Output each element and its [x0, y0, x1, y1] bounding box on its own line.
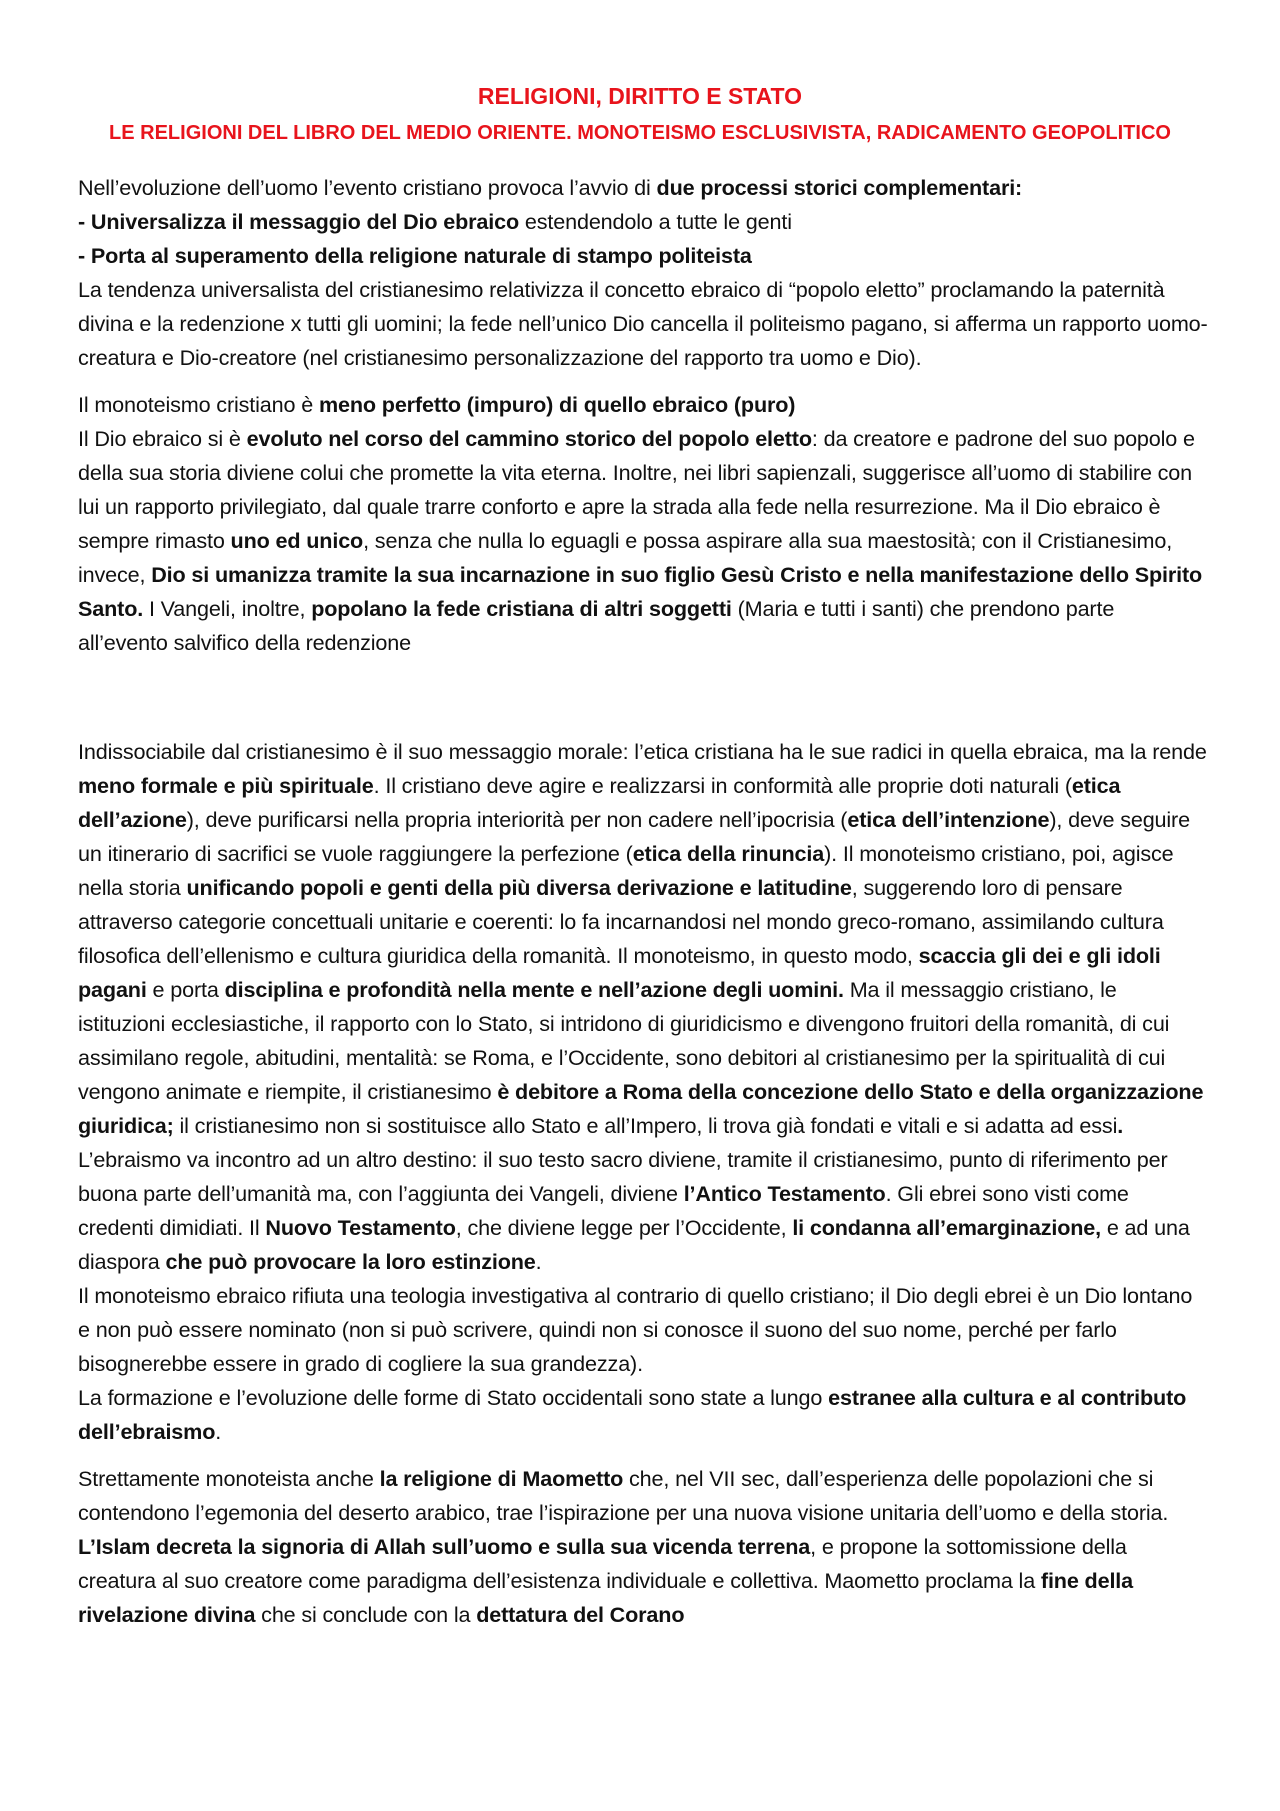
text-run: L’ebraismo va incontro ad un altro destino: il suo testo sacro diviene, tramite il cristianesimo, punto di riferimento per buona parte dell’umanità ma, con l’aggiunta dei Vangeli, diviene [78, 1147, 1168, 1206]
text-run: I Vangeli, inoltre, [143, 596, 312, 621]
bold-text: L’Islam decreta la signoria di Allah sull’uomo e sulla sua vicenda terrena [78, 1534, 811, 1559]
bold-text: Nuovo Testamento [265, 1215, 456, 1240]
bold-text: unificando popoli e genti della più diversa derivazione e latitudine [186, 875, 852, 900]
bold-text: etica dell’intenzione [847, 807, 1050, 832]
paragraph [78, 205, 1208, 239]
text-run: e ad una diaspora [78, 1215, 1190, 1274]
document-title: RELIGIONI, DIRITTO E STATO [477, 83, 803, 109]
bold-text: scaccia gli dei e gli idoli pagani [78, 943, 1161, 1002]
bold-text: la religione di Maometto [379, 1466, 624, 1491]
text-run: e porta [146, 977, 225, 1002]
text-run: Ma il messaggio cristiano, le istituzioni ecclesiastiche, il rapporto con lo Stato, si intridono di giuridicismo e divengono fruitori della romanità, di cui assimilano regole, abitudini, mentalità: se Roma, e l’Occidente, sono debitori al cristianesimo per la spiritualità di cui vengono animate e riempite, il cristianesimo [78, 977, 1170, 1104]
paragraph [78, 1143, 1208, 1279]
text-run: il cristianesimo non si sostituisce allo Stato e all’Impero, li trova già fondati e vitali e si adatta ad essi [173, 1113, 1118, 1138]
paragraph [78, 422, 1208, 660]
text-run: . Gli ebrei sono visti come credenti dimidiati. Il [78, 1181, 1129, 1240]
text-run: Indissociabile dal cristianesimo è il suo messaggio morale: l’etica cristiana ha le sue radici in quella ebraica, ma la rende [78, 739, 1207, 764]
paragraph [78, 1279, 1208, 1381]
bold-text: disciplina e profondità nella mente e nell’azione degli uomini. [224, 977, 844, 1002]
text-run: che si conclude con la [255, 1602, 477, 1627]
paragraph [78, 273, 1208, 375]
paragraph [78, 735, 1208, 1143]
document-body [78, 171, 1208, 1632]
text-run: Strettamente monoteista anche [78, 1466, 380, 1491]
bold-text: . [1117, 1113, 1124, 1138]
text-run: (Maria e tutti i santi) che prendono parte all’evento salvifico della redenzione [78, 596, 1115, 655]
text-run: ). Il monoteismo cristiano, poi, agisce nella storia [78, 841, 1174, 900]
text-run: , senza che nulla lo eguagli e possa aspirare alla sua maestosità; con il Cristianesimo, invece, [78, 528, 1173, 587]
text-run: , suggerendo loro di pensare attraverso categorie concettuali unitarie e coerenti: lo fa incarnandosi nel mondo greco-romano, assimilando cultura filosofica dell’ellenismo e cultura giuridica della romanità. Il monoteismo, in questo modo, [78, 875, 1164, 968]
text-run: che, nel VII sec, dall’esperienza delle popolazioni che si contendono l’egemonia del deserto arabico, trae l’ispirazione per una nuova visione unitaria dell’uomo e della storia. [78, 1466, 1169, 1525]
text-run: , che diviene legge per l’Occidente, [455, 1215, 793, 1240]
document-subtitle: LE RELIGIONI DEL LIBRO DEL MEDIO ORIENTE. MONOTEISMO ESCLUSIVISTA, RADICAMENTO GEOPOLITICO [109, 122, 1171, 144]
bold-text: uno ed unico [230, 528, 364, 553]
bold-text: dettatura del Corano [476, 1602, 685, 1627]
text-run: Il monoteismo cristiano è [78, 392, 319, 417]
text-run: . [215, 1419, 222, 1444]
bold-text: popolano la fede cristiana di altri soggetti [311, 596, 732, 621]
bold-text: è debitore a Roma della concezione dello Stato e della organizzazione giuridica; [78, 1079, 1204, 1138]
bold-text: meno perfetto (impuro) di quello ebraico (puro) [318, 392, 796, 417]
bold-text: - Porta al superamento della religione naturale di stampo politeista [78, 243, 752, 268]
bold-text: etica della rinuncia [632, 841, 825, 866]
text-run: ), deve seguire un itinerario di sacrifici se vuole raggiungere la perfezione ( [78, 807, 1190, 866]
bold-text: l’Antico Testamento [683, 1181, 886, 1206]
bold-text: Dio si umanizza tramite la sua incarnazione in suo figlio Gesù Cristo e nella manifestazione dello Spirito Santo. [78, 562, 1203, 621]
bold-text: etica dell’azione [78, 773, 1121, 832]
paragraph [78, 171, 1208, 205]
text-run: : da creatore e padrone del suo popolo e della sua storia diviene colui che promette la vita eterna. Inoltre, nei libri sapienzali, suggerisce all’uomo di stabilire con lui un rapporto privilegiato, dal quale trarre conforto e apre la strada alla fede nella resurrezione. Ma il Dio ebraico è sempre rimasto [78, 426, 1195, 553]
text-run: . Il cristiano deve agire e realizzarsi in conformità alle proprie doti naturali ( [373, 773, 1072, 798]
bold-text: meno formale e più spirituale [78, 773, 374, 798]
text-run: Il Dio ebraico si è [78, 426, 247, 451]
bold-text: li condanna all’emarginazione, [792, 1215, 1101, 1240]
text-run: estendendolo a tutte le genti [519, 209, 792, 234]
text-run: Nell’evoluzione dell’uomo l’evento cristiano provoca l’avvio di [78, 175, 657, 200]
paragraph [78, 239, 1208, 273]
paragraph [78, 1462, 1208, 1632]
paragraph [78, 1381, 1208, 1449]
bold-text: fine della rivelazione divina [78, 1568, 1134, 1627]
bold-text: due processi storici complementari: [656, 175, 1023, 200]
bold-text: estranee alla cultura e al contributo dell’ebraismo [78, 1385, 1187, 1444]
text-run: . [535, 1249, 542, 1274]
paragraph [78, 388, 1208, 422]
text-run: , e propone la sottomissione della creatura al suo creatore come paradigma dell’esistenza individuale e collettiva. Maometto proclama la [78, 1534, 1127, 1593]
bold-text: - Universalizza il messaggio del Dio ebraico [78, 209, 520, 234]
bold-text: che può provocare la loro estinzione [165, 1249, 536, 1274]
bold-text: evoluto nel corso del cammino storico del popolo eletto [246, 426, 812, 451]
text-run: Il monoteismo ebraico rifiuta una teologia investigativa al contrario di quello cristiano; il Dio degli ebrei è un Dio lontano e non può essere nominato (non si può scrivere, quindi non si conosce il suono del suo nome, perché per farlo bisognerebbe essere in grado di cogliere la sua grandezza). [78, 1283, 1193, 1376]
text-run: La tendenza universalista del cristianesimo relativizza il concetto ebraico di “popolo eletto” proclamando la paternità divina e la redenzione x tutti gli uomini; la fede nell’unico Dio cancella il politeismo pagano, si afferma un rapporto uomo-creatura e Dio-creatore (nel cristianesimo personalizzazione del rapporto tra uomo e Dio). [78, 277, 1208, 370]
text-run: La formazione e l’evoluzione delle forme di Stato occidentali sono state a lungo [78, 1385, 829, 1410]
text-run: ), deve purificarsi nella propria interiorità per non cadere nell’ipocrisia ( [186, 807, 848, 832]
